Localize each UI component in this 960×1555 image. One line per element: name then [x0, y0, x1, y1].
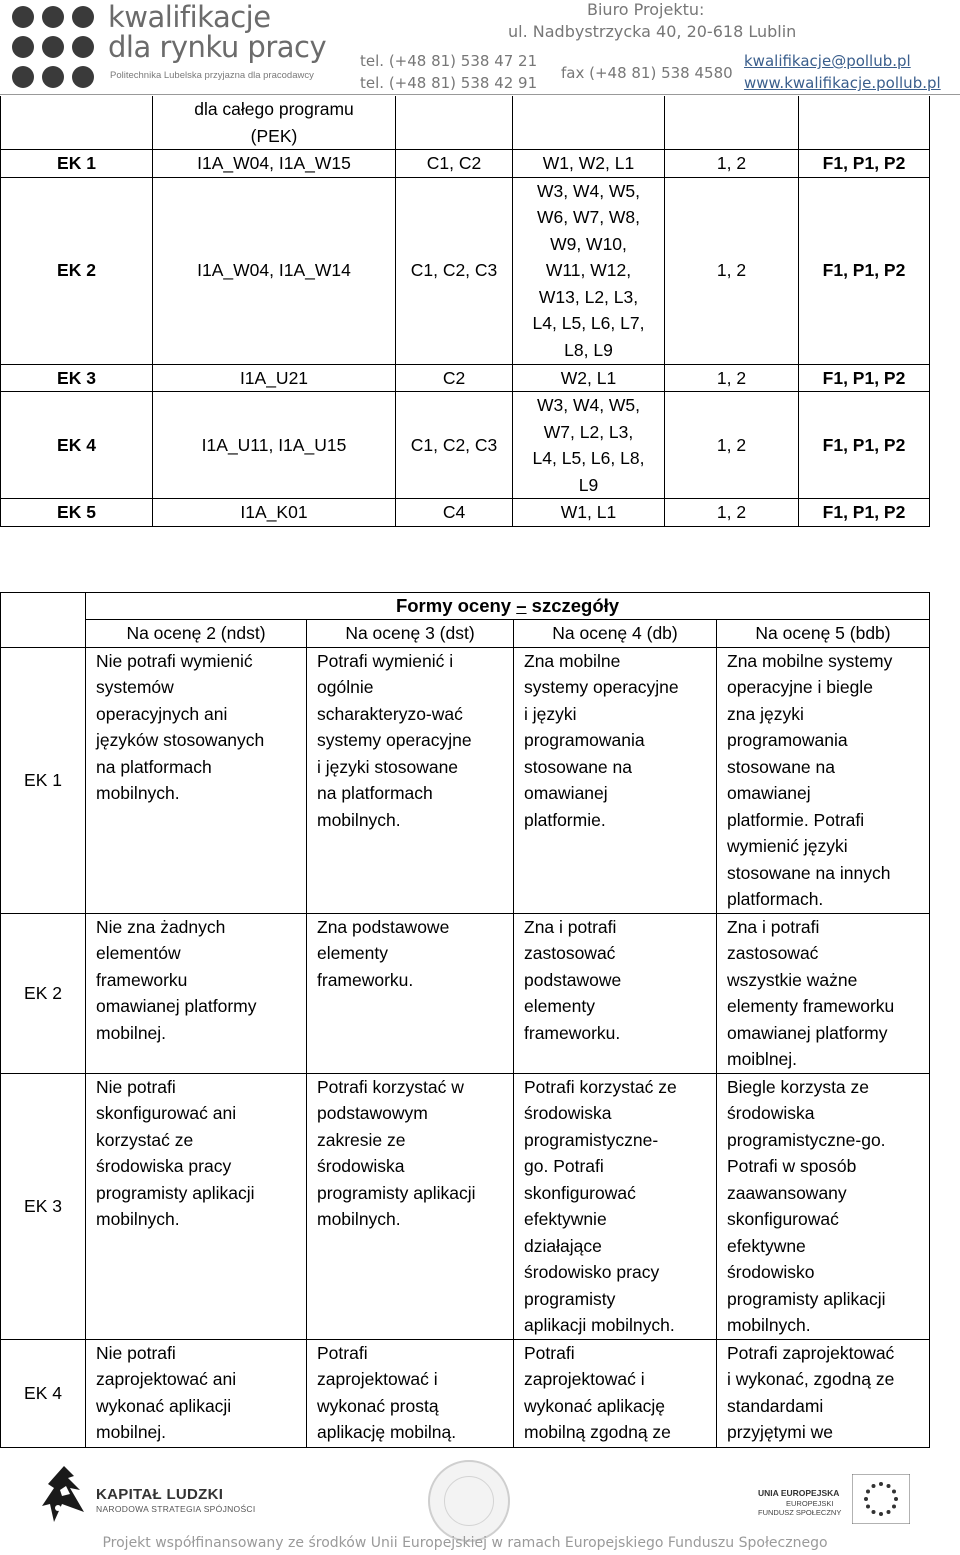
- grade-4-cell: [514, 1339, 717, 1447]
- effect-tresci: W1, L1: [513, 499, 665, 527]
- criteria-text-line: środowisko pracy: [524, 1262, 660, 1282]
- criteria-text-line: programisty aplikacji: [317, 1182, 476, 1203]
- grade-3-cell: [307, 913, 514, 1073]
- effects-header-line1: dla całego programu: [194, 99, 354, 119]
- effect-cel: C1, C2, C3: [396, 392, 513, 499]
- criteria-text-line: działające: [524, 1235, 602, 1256]
- criteria-text-line: skonfigurować: [524, 1182, 636, 1203]
- grading-header-row: [1, 620, 930, 648]
- effect-ek: EK 5: [1, 499, 153, 527]
- criteria-text-line: Zna i potrafi: [727, 916, 820, 937]
- effects-row: [1, 499, 930, 527]
- criteria-text-line: środowisko: [727, 1262, 815, 1282]
- criteria-text-line: platformie.: [524, 809, 606, 830]
- effects-header-cell: [153, 96, 396, 150]
- criteria-text-line: Potrafi: [317, 1342, 368, 1363]
- criteria-text-line: programisty: [524, 1288, 616, 1309]
- grade-3-cell: [307, 1339, 514, 1447]
- criteria-text-line: zaprojektować i: [524, 1369, 645, 1389]
- criteria-text-line: podstawowym: [317, 1103, 428, 1123]
- criteria-text-line: mobilnych.: [96, 1209, 180, 1229]
- criteria-text-line: mobilnych.: [96, 783, 180, 803]
- criteria-text-line: frameworku.: [317, 969, 414, 990]
- grade-5-cell: [717, 1073, 930, 1339]
- effects-table: [0, 96, 930, 527]
- effect-tresci: W1, W2, L1: [513, 150, 665, 178]
- criteria-text-line: Potrafi w sposób: [727, 1156, 857, 1176]
- tresci-line: L4, L5, L6, L8,: [532, 448, 645, 468]
- criteria-text-line: zaprojektować ani: [96, 1369, 237, 1389]
- criteria-text-line: Potrafi korzystać ze: [524, 1076, 677, 1097]
- effects-row: [1, 392, 930, 499]
- criteria-text-line: mobilnej.: [96, 1022, 167, 1043]
- effect-cel: C2: [396, 364, 513, 392]
- effect-ocena: F1, P1, P2: [799, 499, 930, 527]
- fax-number: fax (+48 81) 538 4580: [561, 64, 733, 82]
- criteria-text-line: Biegle korzysta ze: [727, 1076, 870, 1097]
- criteria-text-line: scharakteryzo-wać: [317, 703, 463, 724]
- grade-4-cell: [514, 913, 717, 1073]
- phone-2: tel. (+48 81) 538 42 91: [360, 74, 538, 92]
- logo-tagline: Politechnika Lubelska przyjazna dla pracodawcy: [110, 70, 314, 81]
- tresci-line: W11, W12,: [545, 260, 632, 281]
- criteria-text-line: przyjętymi we: [727, 1422, 833, 1442]
- criteria-text-line: Potrafi korzystać w: [317, 1076, 464, 1097]
- criteria-text-line: frameworku.: [524, 1022, 621, 1043]
- criteria-text-line: środowiska: [524, 1103, 612, 1123]
- grade-2-header: Na ocenę 2 (ndst): [86, 620, 307, 648]
- criteria-text-line: i języki stosowane: [317, 756, 459, 777]
- tresci-line: W3, W4, W5,: [536, 395, 641, 415]
- effects-header-line2: (PEK): [250, 125, 298, 146]
- effect-ocena: F1, P1, P2: [799, 177, 930, 364]
- effect-ocena: F1, P1, P2: [799, 392, 930, 499]
- criteria-text-line: omawianej: [727, 783, 811, 803]
- criteria-text-line: wykonać aplikację: [524, 1395, 666, 1416]
- effect-pek: I1A_W04, I1A_W15: [153, 150, 396, 178]
- grading-ek: EK 2: [1, 913, 86, 1073]
- criteria-text-line: omawianej platformy: [727, 1022, 888, 1043]
- grading-ek: EK 3: [1, 1073, 86, 1339]
- criteria-text-line: ogólnie: [317, 677, 374, 697]
- website-link[interactable]: www.kwalifikacje.pollub.pl: [744, 74, 941, 92]
- criteria-text-line: stosowane na: [524, 756, 632, 777]
- effect-pek: I1A_U21: [153, 364, 396, 392]
- criteria-text-line: standardami: [727, 1395, 824, 1416]
- criteria-text-line: skonfigurować ani: [96, 1103, 237, 1123]
- grading-title-part: Formy oceny: [395, 595, 517, 616]
- email-link[interactable]: kwalifikacje@pollub.pl: [744, 52, 911, 70]
- criteria-text-line: wykonać prostą: [317, 1395, 439, 1416]
- criteria-text-line: zaprojektować i: [317, 1369, 438, 1389]
- criteria-text-line: aplikacji mobilnych.: [524, 1315, 675, 1335]
- criteria-text-line: programowania: [727, 730, 848, 750]
- tresci-line: L8, L9: [564, 339, 613, 360]
- grade-4-cell: [514, 1073, 717, 1339]
- effect-ek: EK 4: [1, 392, 153, 499]
- criteria-text-line: zastosować: [727, 943, 819, 963]
- criteria-text-line: Potrafi: [524, 1342, 575, 1363]
- criteria-text-line: efektywne: [727, 1235, 806, 1256]
- effect-ocena: F1, P1, P2: [799, 364, 930, 392]
- criteria-text-line: platformie. Potrafi: [727, 809, 865, 830]
- effect-pek: I1A_U11, I1A_U15: [153, 392, 396, 499]
- criteria-text-line: Nie potrafi: [96, 1076, 176, 1097]
- effects-row: [1, 150, 930, 178]
- effect-cel: C1, C2, C3: [396, 177, 513, 364]
- criteria-text-line: mobilnej.: [96, 1422, 167, 1442]
- criteria-text-line: mobilną zgodną ze: [524, 1422, 671, 1442]
- criteria-text-line: programowania: [524, 730, 645, 750]
- page-footer: [0, 1440, 960, 1555]
- kapital-ludzki-logo-icon: [40, 1464, 88, 1524]
- office-address: ul. Nadbystrzycka 40, 20-618 Lublin: [508, 22, 797, 41]
- criteria-text-line: operacyjne i biegle: [727, 677, 873, 697]
- effect-narzedzia: 1, 2: [665, 499, 799, 527]
- criteria-text-line: Nie zna żadnych: [96, 916, 226, 937]
- effect-tresci: W2, L1: [513, 364, 665, 392]
- effect-cel: C1, C2: [396, 150, 513, 178]
- criteria-text-line: programisty aplikacji: [96, 1182, 255, 1203]
- effect-narzedzia: 1, 2: [665, 150, 799, 178]
- tresci-line: L4, L5, L6, L7,: [532, 313, 645, 334]
- effects-row: [1, 364, 930, 392]
- criteria-text-line: go. Potrafi: [524, 1156, 604, 1176]
- criteria-text-line: Zna podstawowe: [317, 916, 450, 937]
- criteria-text-line: Zna mobilne: [524, 650, 621, 671]
- effect-tresci: [513, 392, 665, 499]
- criteria-text-line: korzystać ze: [96, 1129, 194, 1150]
- criteria-text-line: omawianej: [524, 783, 608, 803]
- grade-3-header: Na ocenę 3 (dst): [307, 620, 514, 648]
- criteria-text-line: zastosować: [524, 943, 616, 963]
- effects-row: [1, 177, 930, 364]
- grade-4-cell: [514, 647, 717, 913]
- criteria-text-line: programistyczne-: [524, 1129, 659, 1150]
- tresci-line: W6, W7, W8,: [536, 207, 641, 228]
- effect-ocena: F1, P1, P2: [799, 150, 930, 178]
- effect-ek: EK 1: [1, 150, 153, 178]
- criteria-text-line: systemy operacyjne: [317, 730, 472, 750]
- tresci-line: W7, L2, L3,: [543, 421, 634, 442]
- grade-5-cell: [717, 1339, 930, 1447]
- grade-2-cell: [86, 1073, 307, 1339]
- criteria-text-line: środowiska pracy: [96, 1156, 232, 1176]
- criteria-text-line: operacyjnych ani: [96, 703, 228, 724]
- eu-flag-icon: [852, 1474, 910, 1524]
- kapital-ludzki-subtitle: NARODOWA STRATEGIA SPÓJNOŚCI: [96, 1504, 256, 1514]
- office-title: Biuro Projektu:: [587, 0, 705, 19]
- criteria-text-line: systemów: [96, 677, 174, 697]
- criteria-text-line: Zna i potrafi: [524, 916, 617, 937]
- grading-row: [1, 647, 930, 913]
- tresci-line: L9: [578, 474, 599, 495]
- grading-title-part: szczegóły: [526, 595, 620, 616]
- grade-5-cell: [717, 913, 930, 1073]
- criteria-text-line: elementy frameworku: [727, 996, 895, 1016]
- criteria-text-line: zaawansowany: [727, 1182, 847, 1203]
- eu-subtitle-2: FUNDUSZ SPOŁECZNY: [758, 1508, 842, 1517]
- criteria-text-line: programistyczne-go.: [727, 1129, 886, 1150]
- criteria-text-line: programisty aplikacji: [727, 1288, 886, 1309]
- logo-title: kwalifikacje: [108, 0, 271, 34]
- tresci-line: W13, L2, L3,: [538, 286, 639, 307]
- logo-dots-icon: [10, 4, 100, 88]
- criteria-text-line: i wykonać, zgodną ze: [727, 1369, 895, 1389]
- grading-ek: EK 1: [1, 647, 86, 913]
- criteria-text-line: skonfigurować: [727, 1209, 839, 1229]
- eu-subtitle-1: EUROPEJSKI: [786, 1499, 834, 1508]
- criteria-text-line: frameworku: [96, 969, 188, 990]
- criteria-text-line: mobilnych.: [317, 809, 401, 830]
- grade-3-cell: [307, 647, 514, 913]
- criteria-text-line: Potrafi wymienić i: [317, 650, 454, 671]
- effect-narzedzia: 1, 2: [665, 177, 799, 364]
- criteria-text-line: aplikację mobilną.: [317, 1422, 457, 1442]
- effect-narzedzia: 1, 2: [665, 392, 799, 499]
- grade-2-cell: [86, 1339, 307, 1447]
- criteria-text-line: środowiska: [317, 1156, 405, 1176]
- criteria-text-line: wymienić języki: [727, 836, 848, 856]
- criteria-text-line: Nie potrafi: [96, 1342, 176, 1363]
- grade-5-cell: [717, 647, 930, 913]
- effect-pek: I1A_W04, I1A_W14: [153, 177, 396, 364]
- grade-3-cell: [307, 1073, 514, 1339]
- criteria-text-line: wykonać aplikacji: [96, 1395, 232, 1416]
- grading-title-dash: –: [516, 595, 527, 616]
- criteria-text-line: języków stosowanych: [96, 730, 265, 750]
- grading-title-row: [1, 593, 930, 620]
- grading-row: [1, 1073, 930, 1339]
- grading-title: [86, 593, 930, 620]
- cofinancing-note: Projekt współfinansowany ze środków Unii Europejskiej w ramach Europejskiego Funduszu Społecznego: [102, 1535, 828, 1551]
- tresci-line: W9, W10,: [550, 233, 627, 254]
- criteria-text-line: stosowane na innych: [727, 862, 891, 883]
- criteria-text-line: Nie potrafi wymienić: [96, 650, 253, 671]
- criteria-text-line: na platformach: [317, 783, 433, 803]
- criteria-text-line: mobilnych.: [727, 1315, 811, 1335]
- kapital-ludzki-title: KAPITAŁ LUDZKI: [96, 1486, 224, 1503]
- criteria-text-line: systemy operacyjne: [524, 677, 679, 697]
- tresci-line: W3, W4, W5,: [536, 180, 641, 201]
- criteria-text-line: platformach.: [727, 889, 824, 909]
- criteria-text-line: na platformach: [96, 756, 212, 777]
- criteria-text-line: zna języki: [727, 703, 804, 724]
- university-seal-icon: [428, 1460, 510, 1542]
- criteria-text-line: mobilnych.: [317, 1209, 401, 1229]
- logo-subtitle: dla rynku pracy: [108, 30, 327, 64]
- page-header: [0, 0, 960, 96]
- criteria-text-line: podstawowe: [524, 969, 622, 990]
- header-divider: [0, 94, 960, 95]
- criteria-text-line: omawianej platformy: [96, 996, 257, 1016]
- phone-1: tel. (+48 81) 538 47 21: [360, 52, 538, 70]
- effect-narzedzia: 1, 2: [665, 364, 799, 392]
- criteria-text-line: efektywnie: [524, 1209, 607, 1229]
- effects-header-row: [1, 96, 930, 150]
- criteria-text-line: Zna mobilne systemy: [727, 650, 893, 671]
- eu-title: UNIA EUROPEJSKA: [758, 1488, 840, 1498]
- effect-ek: EK 2: [1, 177, 153, 364]
- grading-row: [1, 1339, 930, 1447]
- grade-2-cell: [86, 913, 307, 1073]
- criteria-text-line: elementy: [317, 943, 389, 963]
- criteria-text-line: moiblnej.: [727, 1049, 798, 1069]
- criteria-text-line: środowiska: [727, 1103, 815, 1123]
- effect-tresci: [513, 177, 665, 364]
- effect-pek: I1A_K01: [153, 499, 396, 527]
- grading-table: [0, 592, 930, 1448]
- grade-5-header: Na ocenę 5 (bdb): [717, 620, 930, 648]
- effect-cel: C4: [396, 499, 513, 527]
- criteria-text-line: wszystkie ważne: [727, 969, 858, 990]
- criteria-text-line: stosowane na: [727, 756, 835, 777]
- criteria-text-line: elementów: [96, 943, 181, 963]
- grade-2-cell: [86, 647, 307, 913]
- criteria-text-line: i języki: [524, 703, 577, 724]
- effect-ek: EK 3: [1, 364, 153, 392]
- criteria-text-line: Potrafi zaprojektować: [727, 1342, 895, 1363]
- grading-ek: EK 4: [1, 1339, 86, 1447]
- grading-row: [1, 913, 930, 1073]
- grade-4-header: Na ocenę 4 (db): [514, 620, 717, 648]
- criteria-text-line: zakresie ze: [317, 1129, 406, 1150]
- criteria-text-line: elementy: [524, 996, 596, 1016]
